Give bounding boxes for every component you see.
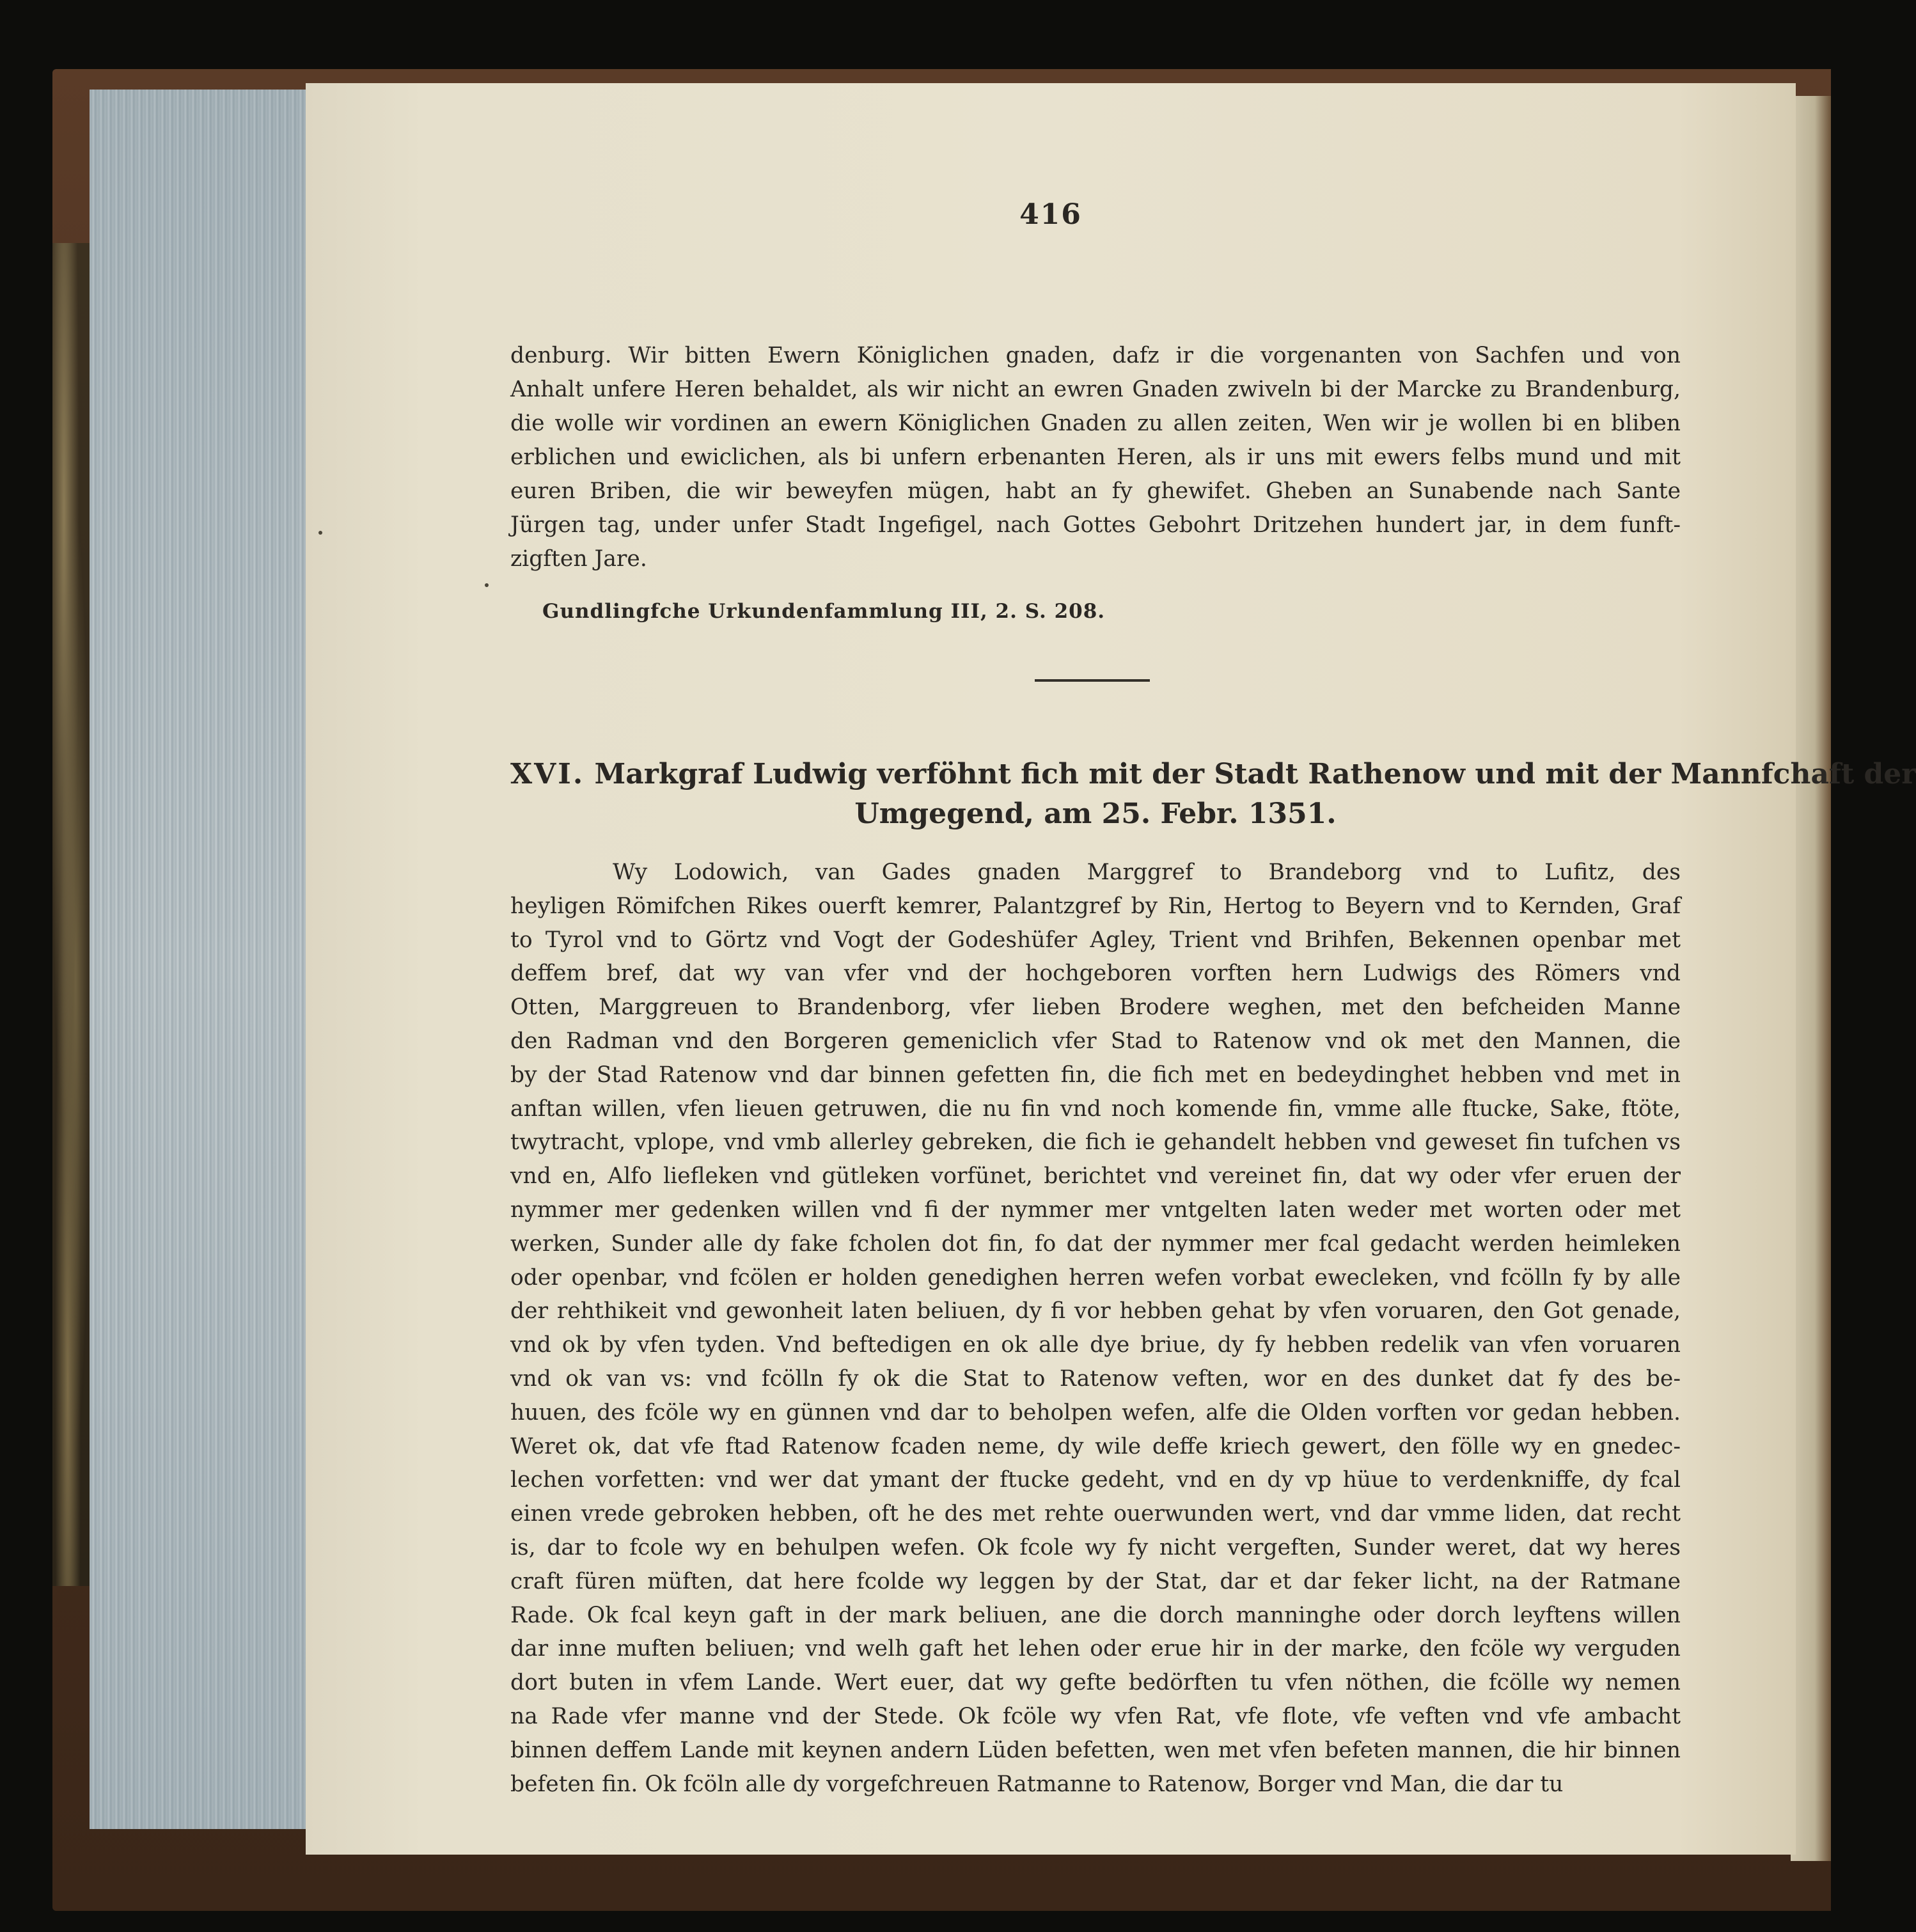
text-line: einen vrede gebroken hebben, oft he des met rehte ouerwunden wert, vnd dar vmme liden, dat recht	[510, 1501, 1681, 1527]
text-line: erblichen und ewiclichen, als bi unfern erbenanten Heren, als ir uns mit ewers felbs mund und mit	[510, 444, 1681, 470]
text-line: Rade. Ok fcal keyn gaft in der mark beliuen, ane die dorch manninghe oder dorch leyftens willen	[510, 1602, 1681, 1628]
text-line: na Rade vfer manne vnd der Stede. Ok fcöle wy vfen Rat, vfe flote, vfe veften vnd vfe ambacht	[510, 1703, 1681, 1729]
page-fore-edge	[90, 90, 308, 1829]
text-line: nymmer mer gedenken willen vnd fi der nymmer mer vntgelten laten weder met worten oder met	[510, 1197, 1681, 1223]
text-line: twytracht, vplope, vnd vmb allerley gebreken, die fich ie gehandelt hebben vnd geweset fin tufchen vs	[510, 1129, 1681, 1156]
text-line: zigften Jare.	[510, 546, 647, 572]
text-line: Weret ok, dat vfe ftad Ratenow fcaden neme, dy wile deffe kriech gewert, den fölle wy en gnedec-	[510, 1433, 1681, 1459]
text-line: die wolle wir vordinen an ewern Königlichen Gnaden zu allen zeiten, Wen wir je wollen bi en bliben	[510, 411, 1681, 436]
book-page	[306, 83, 1916, 1855]
text-line: vnd ok by vfen tyden. Vnd beftedigen en ok alle dye briue, dy fy hebben redelik van vfen voruaren	[510, 1332, 1681, 1358]
text-line: vnd ok van vs: vnd fcölln fy ok die Stat to Ratenow veften, wor en des dunket dat fy des be-	[510, 1365, 1681, 1392]
text-line: anftan willen, vfen lieuen getruwen, die nu fin vnd noch komende fin, vmme alle ftucke, Sake, ftöte,	[510, 1096, 1681, 1122]
heading-line-1	[510, 755, 1916, 794]
text-line: dort buten in vfem Lande. Wert euer, dat wy gefte bedörften tu vfen nöthen, die fcölle wy nemen	[510, 1670, 1681, 1696]
text-line: is, dar to fcole wy en behulpen wefen. Ok fcole wy fy nicht vergeften, Sunder weret, dat wy heres	[510, 1534, 1681, 1560]
text-line: Jürgen tag, under unfer Stadt Ingefigel, nach Gottes Gebohrt Dritzehen hundert jar, in dem funft-	[510, 512, 1681, 538]
text-line: lechen vorfetten: vnd wer dat ymant der ftucke gedeht, vnd en dy vp hüue to verdenkniffe, dy fcal	[510, 1467, 1681, 1493]
text-line: Wy Lodowich, van Gades gnaden Marggref to Brandeborg vnd to Lufitz, des	[613, 860, 1681, 885]
text-line: den Radman vnd den Borgeren gemeniclich vfer Stad to Ratenow vnd ok met den Mannen, die	[510, 1028, 1681, 1054]
text-line: to Tyrol vnd to Görtz vnd Vogt der Godeshüfer Agley, Trient vnd Brihfen, Bekennen openbar met	[510, 927, 1681, 953]
text-line: der rehthikeit vnd gewonheit laten beliuen, dy fi vor hebben gehat by vfen voruaren, den Got genade,	[510, 1298, 1681, 1324]
right-page-edge	[1791, 96, 1831, 1861]
text-line: vnd en, Alfo liefleken vnd gütleken vorfünet, berichtet vnd vereinet fin, dat wy oder vfer eruen der	[510, 1163, 1681, 1190]
text-line: Anhalt unfere Heren behaldet, als wir nicht an ewren Gnaden zwiveln bi der Marcke zu Brandenburg,	[510, 377, 1681, 402]
marbled-edge	[52, 243, 91, 1586]
heading-title: Markgraf Ludwig verföhnt fich mit der Stadt Rathenow und mit der Mannfchaft der	[594, 758, 1916, 790]
text-line: deffem bref, dat wy van vfer vnd der hochgeboren vorften hern Ludwigs des Römers vnd	[510, 961, 1681, 987]
ink-speck	[318, 531, 322, 535]
text-line: oder openbar, vnd fcölen er holden genedighen herren wefen vorbat ewecleken, vnd fcölln fy by alle	[510, 1264, 1681, 1291]
ink-speck	[485, 583, 489, 587]
section-heading	[510, 755, 1916, 834]
charter-text	[510, 856, 1681, 1801]
text-line: denburg. Wir bitten Ewern Königlichen gnaden, dafz ir die vorgenanten von Sachfen und von	[510, 343, 1681, 368]
source-citation: Gundlingfche Urkundenfammlung III, 2. S. 208.	[542, 600, 1106, 623]
section-divider	[1035, 679, 1150, 682]
continued-text	[510, 339, 1681, 576]
text-line: by der Stad Ratenow vnd dar binnen gefetten fin, die fich met en bedeydinghet hebben vnd met in	[510, 1062, 1681, 1088]
text-line: befeten fin. Ok fcöln alle dy vorgefchreuen Ratmanne to Ratenow, Borger vnd Man, die dar tu	[510, 1771, 1564, 1797]
text-line: Otten, Marggreuen to Brandenborg, vfer lieben Brodere weghen, met den befcheiden Manne	[510, 994, 1681, 1021]
text-line: huuen, des fcöle wy en günnen vnd dar to beholpen wefen, alfe die Olden vorften vor gedan hebben.	[510, 1399, 1681, 1425]
text-line: craft füren müften, dat here fcolde wy leggen by der Stat, dar et dar feker licht, na der Ratmane	[510, 1568, 1681, 1594]
text-line: dar inne muften beliuen; vnd welh gaft het lehen oder erue hir in der marke, den fcöle wy verguden	[510, 1636, 1681, 1662]
text-line: binnen deffem Lande mit keynen andern Lüden befetten, wen met vfen befeten mannen, die hir binnen	[510, 1737, 1681, 1763]
heading-line-2: Umgegend, am 25. Febr. 1351.	[854, 797, 1337, 830]
text-line: werken, Sunder alle dy fake fcholen dot fin, fo dat der nymmer mer fcal gedacht werden heimleken	[510, 1230, 1681, 1257]
section-numeral: XVI.	[510, 758, 585, 790]
text-line: heyligen Römifchen Rikes ouerft kemrer, Palantzgref by Rin, Hertog to Beyern vnd to Kernden, Graf	[510, 893, 1681, 919]
text-line: euren Briben, die wir beweyfen mügen, habt an fy ghewifet. Gheben an Sunabende nach Sante	[510, 478, 1681, 504]
page-number: 416	[1019, 198, 1082, 231]
